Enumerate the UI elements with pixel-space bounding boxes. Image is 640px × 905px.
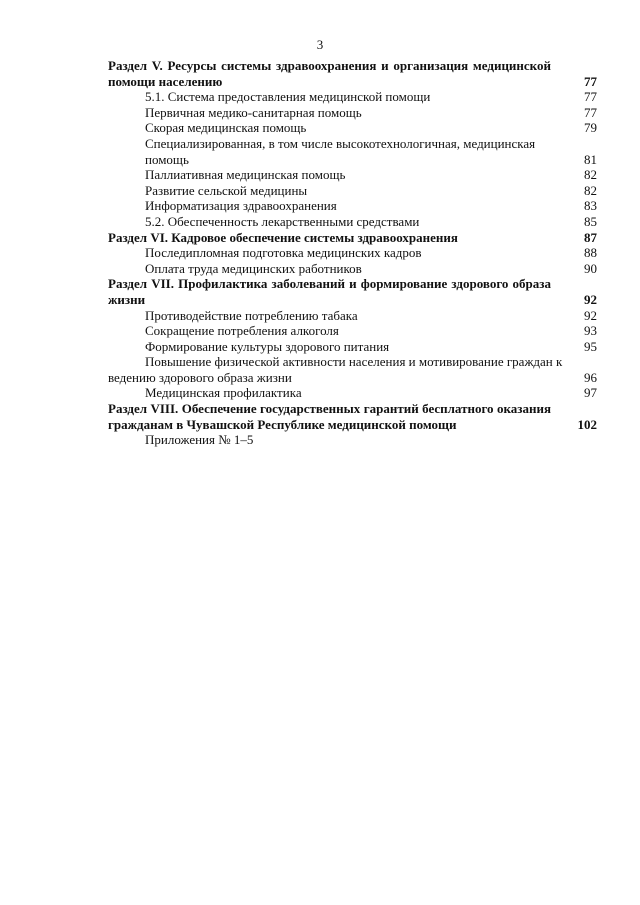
table-of-contents [108, 58, 597, 448]
toc-entry-page: 93 [584, 323, 597, 339]
toc-entry[interactable] [108, 136, 597, 167]
toc-entry-text: 5.2. Обеспеченность лекарственными средствами [145, 213, 420, 229]
toc-entry[interactable] [108, 198, 597, 214]
toc-entry-text: Раздел VI. Кадровое обеспечение системы здравоохранения [108, 229, 458, 245]
toc-entry[interactable] [108, 245, 597, 261]
toc-entry[interactable] [108, 89, 597, 105]
toc-entry-text: Раздел V. Ресурсы системы здравоохранения и организация медицинской помощи населению [108, 58, 551, 89]
toc-entry[interactable] [108, 354, 597, 385]
toc-entry-text: Специализированная, в том числе высокотехнологичная, медицинская помощь [145, 135, 536, 167]
toc-entry-page: 79 [584, 120, 597, 136]
toc-entry-page: 77 [584, 104, 597, 120]
page-number: 3 [316, 37, 324, 52]
toc-entry-page: 81 [584, 151, 597, 167]
toc-entry-text: Раздел VII. Профилактика заболеваний и формирование здорового образа жизни [108, 276, 551, 307]
toc-entry[interactable] [108, 308, 597, 324]
toc-entry-page: 82 [584, 167, 597, 183]
toc-entry-text: Приложения № 1–5 [145, 432, 254, 448]
toc-entry-page: 88 [584, 245, 597, 261]
toc-entry-page: 77 [584, 89, 597, 105]
toc-entry-text: Сокращение потребления алкоголя [145, 323, 339, 339]
toc-entry-text: Формирование культуры здорового питания [145, 338, 390, 354]
toc-entry-text: Раздел VIII. Обеспечение государственных гарантий бесплатного оказания гражданам в Чувашской Республике медицинской помощи [108, 401, 551, 432]
toc-entry[interactable] [108, 339, 597, 355]
toc-entry-appendices[interactable] [108, 432, 597, 448]
toc-entry-page: 92 [584, 307, 597, 323]
toc-section-8[interactable] [108, 401, 597, 432]
toc-entry-text: Оплата труда медицинских работников [145, 260, 362, 276]
toc-entry-page: 77 [584, 73, 597, 89]
toc-entry-text: Первичная медико-санитарная помощь [145, 104, 362, 120]
toc-entry-page: 87 [584, 229, 597, 245]
toc-entry-text: Скорая медицинская помощь [145, 120, 307, 136]
toc-entry-text: Повышение физической активности населения и мотивирование граждан к ведению здорового образа жизни [108, 354, 563, 385]
toc-entry-text: Последипломная подготовка медицинских кадров [145, 245, 422, 261]
toc-section-7[interactable] [108, 276, 597, 307]
toc-entry-page: 85 [584, 213, 597, 229]
toc-entry[interactable] [108, 214, 597, 230]
toc-entry-page: 90 [584, 260, 597, 276]
toc-entry-page: 102 [577, 416, 597, 432]
toc-entry[interactable] [108, 105, 597, 121]
toc-entry-text: Медицинская профилактика [145, 385, 302, 401]
toc-entry-text: 5.1. Система предоставления медицинской помощи [145, 89, 431, 105]
toc-entry-page: 96 [584, 369, 597, 385]
toc-entry-page: 92 [584, 291, 597, 307]
toc-entry[interactable] [108, 385, 597, 401]
toc-entry-text: Противодействие потреблению табака [145, 307, 358, 323]
toc-entry-page: 82 [584, 182, 597, 198]
toc-entry-page: 97 [584, 385, 597, 401]
toc-entry-text: Развитие сельской медицины [145, 182, 308, 198]
toc-entry[interactable] [108, 183, 597, 199]
toc-entry[interactable] [108, 120, 597, 136]
toc-entry-text: Информатизация здравоохранения [145, 198, 337, 214]
toc-entry-page: 95 [584, 338, 597, 354]
toc-entry-text: Паллиативная медицинская помощь [145, 167, 346, 183]
toc-entry[interactable] [108, 323, 597, 339]
toc-section-5[interactable] [108, 58, 597, 89]
toc-entry[interactable] [108, 261, 597, 277]
toc-entry[interactable] [108, 167, 597, 183]
toc-entry-page: 83 [584, 198, 597, 214]
toc-section-6[interactable] [108, 230, 597, 246]
